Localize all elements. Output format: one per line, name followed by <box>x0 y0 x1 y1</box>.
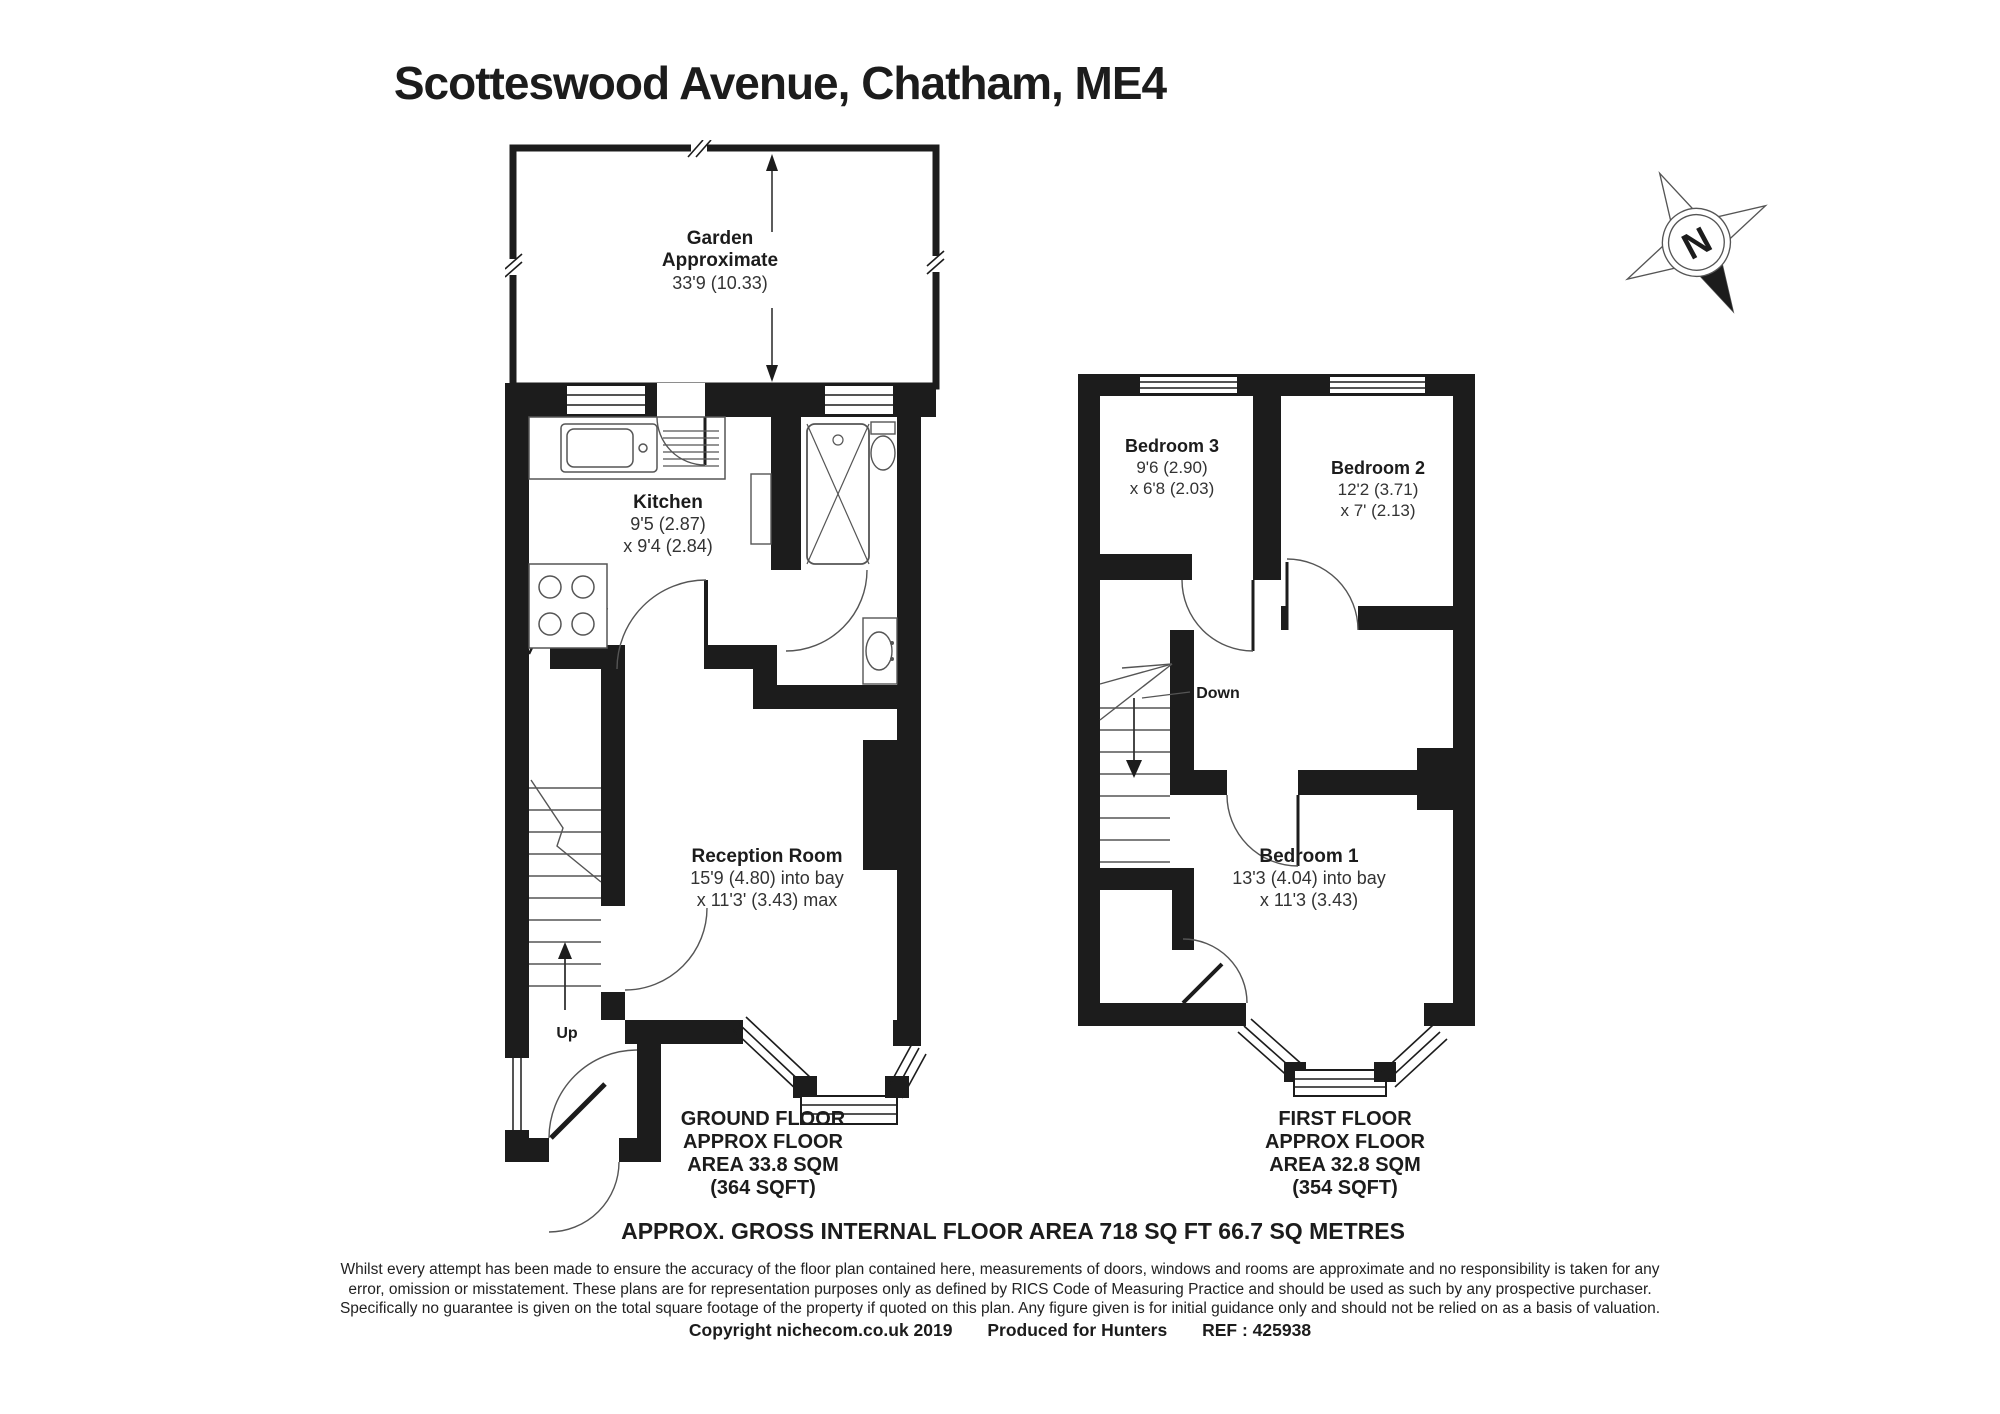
kitchen-window <box>567 386 645 414</box>
bath <box>807 424 869 564</box>
boiler <box>751 474 771 544</box>
svg-text:x 11'3' (3.43) max: x 11'3' (3.43) max <box>696 890 838 910</box>
compass-icon <box>1612 158 1787 333</box>
bathroom-door-arc <box>786 570 867 651</box>
bedroom2-label <box>1331 458 1425 520</box>
first-floor-area-label: FIRST FLOOR APPROX FLOOR AREA 32.8 SQM (354 SQFT) <box>1264 1108 1425 1199</box>
svg-text:x 6'8 (2.03): x 6'8 (2.03) <box>1129 479 1215 498</box>
washbasin <box>863 618 897 684</box>
svg-text:12'2 (3.71): 12'2 (3.71) <box>1337 480 1419 499</box>
ref-number: REF : 425938 <box>1202 1320 1312 1340</box>
svg-text:15'9 (4.80) into bay: 15'9 (4.80) into bay <box>690 868 844 888</box>
svg-text:Bedroom 1: Bedroom 1 <box>1259 846 1359 867</box>
toilet <box>871 422 895 470</box>
page-title: Scotteswood Avenue, Chatham, ME4 <box>393 57 1167 109</box>
kitchen-door-arc <box>617 580 706 669</box>
hall-door-opening <box>601 906 625 992</box>
bay-window <box>1208 1003 1447 1096</box>
gross-area-label: APPROX. GROSS INTERNAL FLOOR AREA 718 SQ FT 66.7 SQ METRES <box>621 1218 1405 1244</box>
svg-text:Bedroom 3: Bedroom 3 <box>1124 436 1220 456</box>
produced-for-text: Produced for Hunters <box>987 1320 1168 1340</box>
svg-text:Garden: Garden <box>686 228 754 249</box>
bedroom1-label <box>1232 846 1386 910</box>
hob <box>529 564 607 648</box>
bedroom3-window <box>1140 377 1237 393</box>
bathroom-window <box>825 386 893 414</box>
svg-text:Kitchen: Kitchen <box>633 492 703 513</box>
svg-text:Reception Room: Reception Room <box>691 846 843 867</box>
copyright-line <box>300 1320 1700 1341</box>
back-door-arc <box>657 417 705 465</box>
kitchen-label <box>623 492 712 556</box>
svg-text:9'5 (2.87): 9'5 (2.87) <box>630 514 706 534</box>
reception-door-arc <box>625 908 707 990</box>
svg-text:Bedroom 2: Bedroom 2 <box>1330 458 1426 478</box>
porch-side-window <box>505 1058 529 1130</box>
svg-text:x 11'3 (3.43): x 11'3 (3.43) <box>1259 890 1359 910</box>
copyright-text: Copyright nichecom.co.uk 2019 <box>688 1320 953 1340</box>
svg-text:x 7' (2.13): x 7' (2.13) <box>1340 501 1416 520</box>
bedroom2-window <box>1330 377 1425 393</box>
svg-text:13'3 (4.04) into bay: 13'3 (4.04) into bay <box>1232 868 1386 888</box>
up-arrow-icon <box>556 942 578 1042</box>
bedroom1-door-opening <box>1227 770 1298 795</box>
ground-floor-area-label: GROUND FLOOR APPROX FLOOR AREA 33.8 SQM (364 SQFT) <box>680 1108 846 1199</box>
bedroom3-label <box>1125 436 1219 498</box>
svg-text:9'6 (2.90): 9'6 (2.90) <box>1136 458 1208 477</box>
bedroom2-door-opening <box>1287 606 1358 630</box>
svg-text:x 9'4 (2.84): x 9'4 (2.84) <box>623 536 713 556</box>
ground-floor-plan <box>505 140 945 1270</box>
down-label: Down <box>1196 685 1240 702</box>
svg-text:Approximate: Approximate <box>661 250 779 271</box>
back-door-opening <box>657 383 705 417</box>
reception-label <box>690 846 844 910</box>
first-floor-plan <box>1072 368 1482 1148</box>
up-label: Up <box>556 1025 578 1042</box>
compass-north-label: N <box>1674 217 1719 268</box>
disclaimer-text: Whilst every attempt has been made to ensure the accuracy of the floor plan contained here, measurements of doors, windows and rooms are approximate and no responsibility is taken for any error, omission or misstatement. These plans are for representation purposes only as defined by RICS Code of Measuring Practice and should be used as such by any prospective purchaser. Specifically no guarantee is given on the total square footage of the property if quoted on this plan. Any figure given is for initial guidance only and should not be relied on as a basis of valuation. <box>339 1261 1661 1317</box>
svg-text:33'9 (10.33): 33'9 (10.33) <box>672 273 768 293</box>
